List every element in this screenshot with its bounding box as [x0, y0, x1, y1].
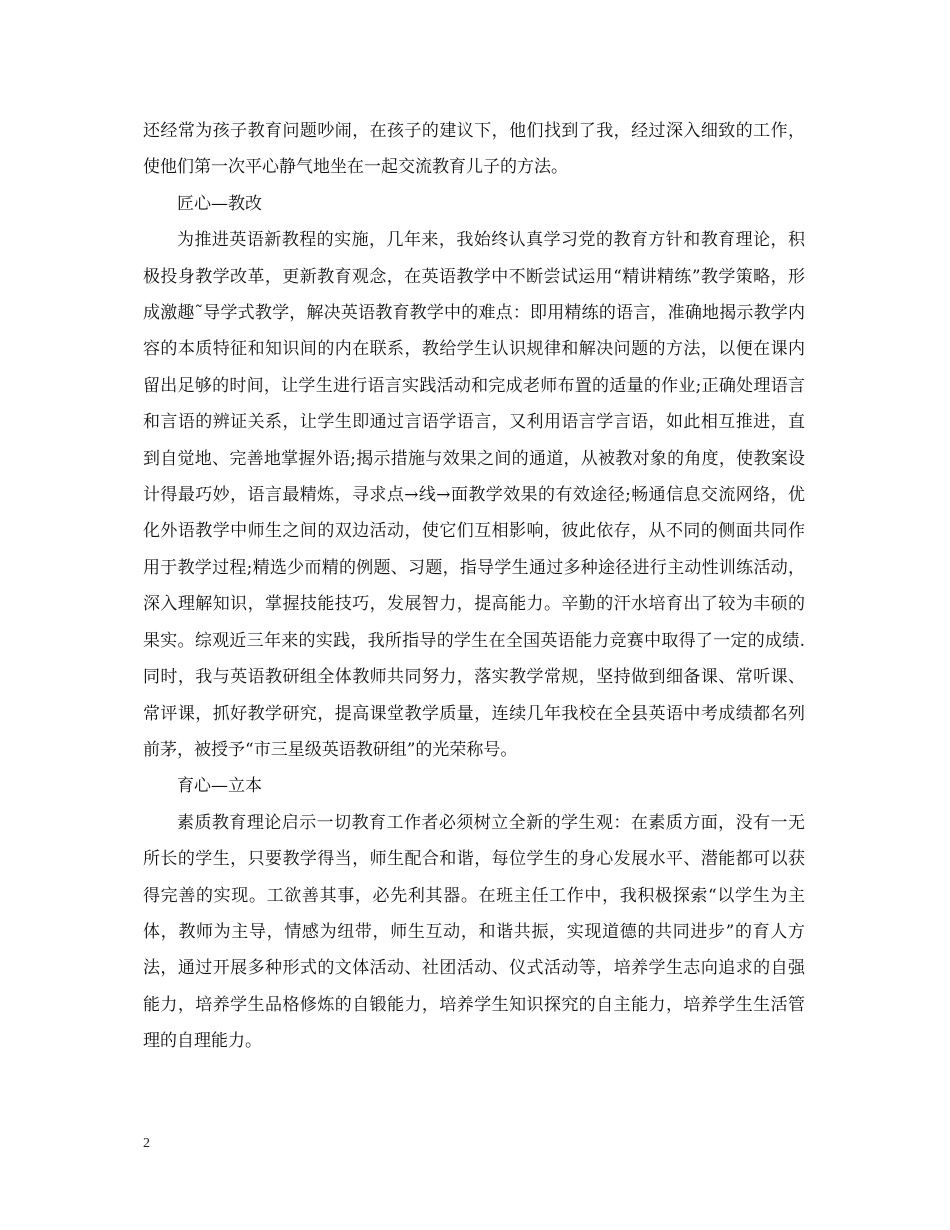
- section-heading-yuxin: 育心—立本: [177, 776, 262, 797]
- page-number: 2: [143, 1136, 150, 1151]
- document-body: [143, 113, 805, 1060]
- paragraph-teaching-reform: 为推进英语新教程的实施，几年来，我始终认真学习党的教育方针和教育理论，积极投身教学改革，更新教育观念，在英语教学中不断尝试运用“精讲精练”教学策略，形成激趣˜导学式教学，解决英语教育教学中的难点：即用精练的语言，准确地揭示教学内容的本质特征和知识间的内在联系，教给学生认识规律和解决问题的方法，以便在课内留出足够的时间，让学生进行语言实践活动和完成老师布置的适量的作业;正确处理语言和言语的辨证关系，让学生即通过言语学语言，又利用语言学言语，如此相互推进，直到自觉地、完善地掌握外语;揭示措施与效果之间的通道，从被教对象的角度，使教案设计得最巧妙，语言最精炼，寻求点→线→面教学效果的有效途径;畅通信息交流网络，优化外语教学中师生之间的双边活动，使它们互相影响，彼此依存，从不同的侧面共同作用于教学过程;精选少而精的例题、习题，指导学生通过多种途径进行主动性训练活动，深入理解知识，掌握技能技巧，发展智力，提高能力。辛勤的汗水培育出了较为丰硕的果实。综观近三年来的实践，我所指导的学生在全国英语能力竞赛中取得了一定的成绩.同时，我与英语教研组全体教师共同努力，落实教学常规，坚持做到细备课、常听课、常评课，抓好教学研究，提高课堂教学质量，连续几年我校在全县英语中考成绩都名列前茅，被授予“市三星级英语教研组”的光荣称号。: [143, 230, 805, 760]
- paragraph-quality-education: 素质教育理论启示一切教育工作者必须树立全新的学生观：在素质方面，没有一无所长的学生，只要教学得当，师生配合和谐，每位学生的身心发展水平、潜能都可以获得完善的实现。工欲善其事，必先利其器。在班主任工作中，我积极探索“以学生为主体，教师为主导，情感为纽带，师生互动，和谐共振，实现道德的共同进步”的育人方法，通过开展多种形式的文体活动、社团活动、仪式活动等，培养学生志向追求的自强能力，培养学生品格修炼的自锻能力，培养学生知识探究的自主能力，培养学生生活管理的自理能力。: [143, 812, 805, 1052]
- section-heading-jiangxin: 匠心—教改: [177, 193, 262, 214]
- paragraph-continued: 还经常为孩子教育问题吵闹，在孩子的建议下，他们找到了我，经过深入细致的工作，使他们第一次平心静气地坐在一起交流教育儿子的方法。: [143, 121, 805, 178]
